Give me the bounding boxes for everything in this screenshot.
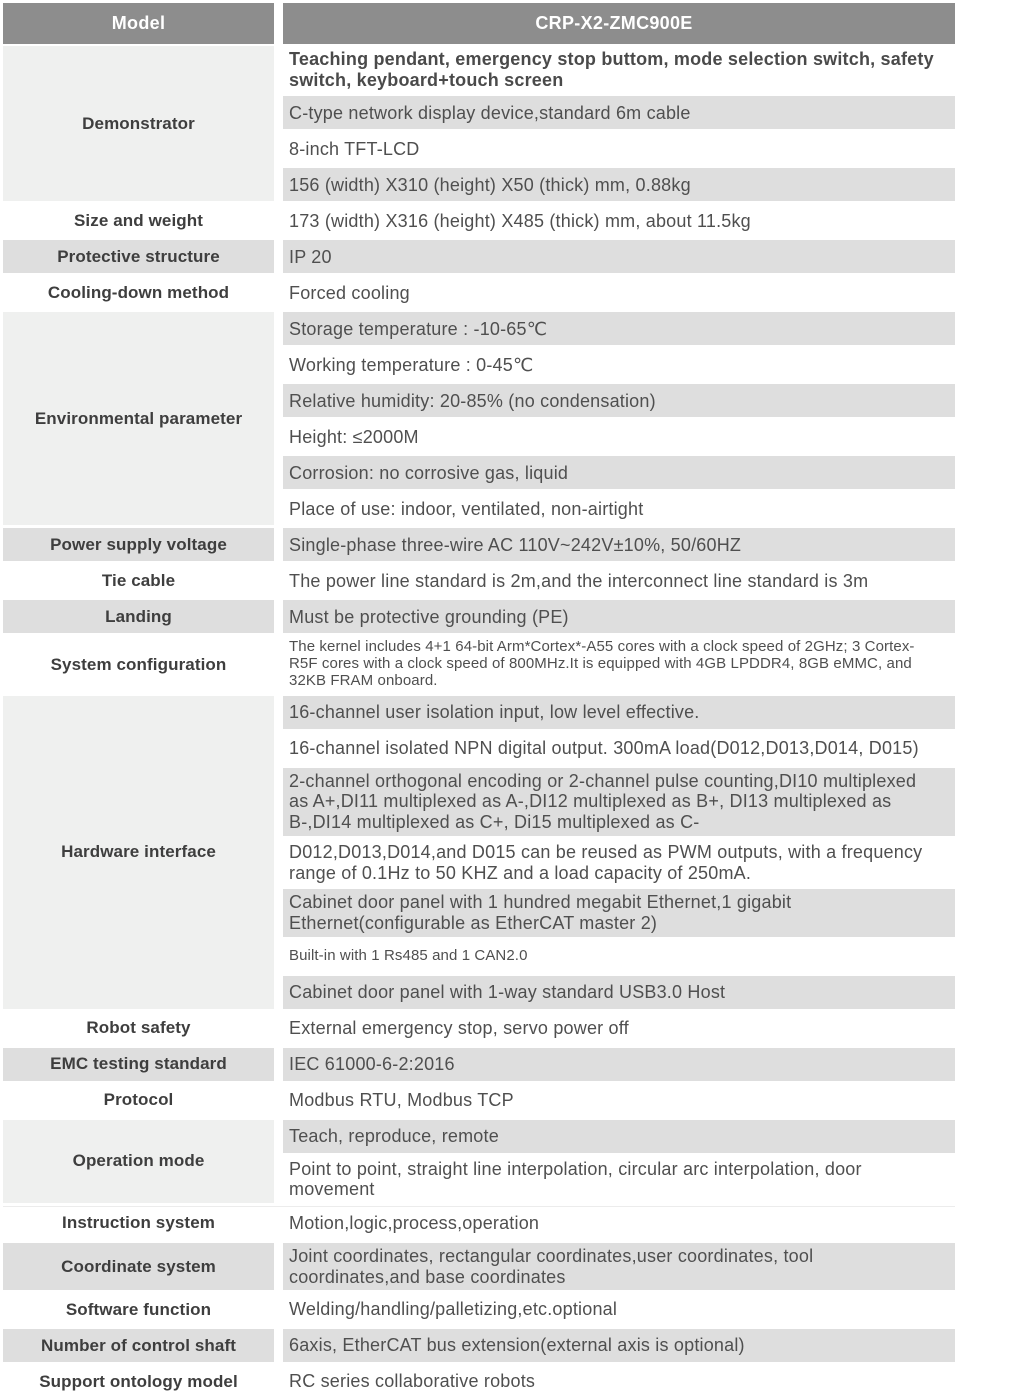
- spec-label: Protocol: [3, 1084, 274, 1117]
- spec-row: [283, 348, 955, 381]
- spec-row: [283, 276, 955, 309]
- spec-row: [283, 1365, 955, 1398]
- spec-label: Size and weight: [3, 204, 274, 237]
- spec-row: [283, 420, 955, 453]
- spec-row: [283, 768, 955, 836]
- spec-group: [3, 1084, 955, 1117]
- spec-row: [283, 1120, 955, 1153]
- spec-group: [3, 696, 955, 1009]
- spec-group: [3, 1012, 955, 1045]
- spec-row: [283, 204, 955, 237]
- spec-group: [3, 240, 955, 273]
- spec-value: 16-channel isolated NPN digital output. 300mA load(D012,D013,D014, D015): [289, 737, 919, 758]
- spec-label: System configuration: [3, 636, 274, 692]
- spec-value: Welding/handling/palletizing,etc.optional: [289, 1299, 618, 1320]
- spec-value: Working temperature : 0-45℃: [289, 354, 534, 375]
- table-header: [3, 3, 955, 44]
- spec-value: IEC 61000-6-2:2016: [289, 1053, 455, 1074]
- spec-group: [3, 1206, 955, 1240]
- spec-value: Cabinet door panel with 1 hundred megabit Ethernet,1 gigabit Ethernet(configurable as EtherCAT master 2): [289, 892, 792, 933]
- spec-row: [283, 600, 955, 633]
- spec-value: Storage temperature : -10-65℃: [289, 318, 548, 339]
- spec-row: [283, 889, 955, 936]
- spec-row: [283, 1156, 955, 1203]
- spec-group: [3, 1048, 955, 1081]
- spec-group: [3, 528, 955, 561]
- spec-label: Cooling-down method: [3, 276, 274, 309]
- spec-row: [283, 1084, 955, 1117]
- spec-value: 8-inch TFT-LCD: [289, 138, 420, 159]
- spec-label: EMC testing standard: [3, 1048, 274, 1081]
- spec-label: Support ontology model: [3, 1365, 274, 1398]
- spec-value: Cabinet door panel with 1-way standard USB3.0 Host: [289, 981, 726, 1002]
- spec-group: [3, 1120, 955, 1203]
- model-value-label: CRP-X2-ZMC900E: [535, 13, 693, 34]
- spec-row: [283, 132, 955, 165]
- spec-row: [283, 564, 955, 597]
- spec-group: [3, 1365, 955, 1398]
- spec-row: [283, 96, 955, 129]
- spec-group: [3, 564, 955, 597]
- spec-value: Forced cooling: [289, 282, 410, 303]
- spec-row: [283, 46, 955, 93]
- spec-value: Modbus RTU, Modbus TCP: [289, 1089, 514, 1110]
- spec-label: Number of control shaft: [3, 1329, 274, 1362]
- spec-label: Demonstrator: [3, 46, 274, 201]
- spec-value: Teach, reproduce, remote: [289, 1125, 499, 1146]
- spec-value: Motion,logic,process,operation: [289, 1213, 540, 1234]
- spec-label: Operation mode: [3, 1120, 274, 1203]
- model-header-cell: [3, 3, 274, 44]
- spec-value: D012,D013,D014,and D015 can be reused as PWM outputs, with a frequency range of 0.1Hz to 50 KHZ and a load capacity of 250mA.: [289, 841, 923, 883]
- spec-value: RC series collaborative robots: [289, 1371, 536, 1392]
- spec-row: [283, 1012, 955, 1045]
- spec-value: 6axis, EtherCAT bus extension(external axis is optional): [289, 1335, 745, 1356]
- spec-label: Tie cable: [3, 564, 274, 597]
- spec-value: Point to point, straight line interpolation, circular arc interpolation, door movement: [289, 1158, 862, 1200]
- spec-value: Single-phase three-wire AC 110V~242V±10%, 50/60HZ: [289, 534, 742, 555]
- spec-row: [283, 976, 955, 1009]
- spec-value: Must be protective grounding (PE): [289, 606, 569, 627]
- spec-label: Power supply voltage: [3, 528, 274, 561]
- spec-label: Coordinate system: [3, 1243, 274, 1290]
- spec-group: [3, 276, 955, 309]
- spec-row: [283, 456, 955, 489]
- spec-row: [283, 839, 955, 886]
- spec-row: [283, 1048, 955, 1081]
- model-header-label: Model: [111, 13, 166, 33]
- spec-row: [283, 1207, 955, 1240]
- spec-value: The power line standard is 2m,and the interconnect line standard is 3m: [289, 570, 869, 591]
- spec-row: [283, 940, 955, 973]
- spec-label: Environmental parameter: [3, 312, 274, 525]
- spec-label: Landing: [3, 600, 274, 633]
- spec-value: Joint coordinates, rectangular coordinates,user coordinates, tool coordinates,and base coordinates: [289, 1245, 814, 1287]
- spec-value: 2-channel orthogonal encoding or 2-channel pulse counting,DI10 multiplexed as A+,DI11 multiplexed as A-,DI12 multiplexed as B+, DI13 multiplexed as B-,DI14 multiplexed as C+, Di15 multiplexed as C-: [289, 770, 917, 833]
- spec-row: [283, 240, 955, 273]
- spec-label: Protective structure: [3, 240, 274, 273]
- spec-value: IP 20: [289, 246, 332, 267]
- spec-row: [283, 696, 955, 729]
- spec-value: Relative humidity: 20-85% (no condensation): [289, 390, 656, 411]
- spec-row: [283, 384, 955, 417]
- model-value-cell: [283, 3, 955, 44]
- spec-row: [283, 528, 955, 561]
- spec-row: [283, 492, 955, 525]
- spec-row: [283, 636, 955, 692]
- spec-value: 173 (width) X316 (height) X485 (thick) mm, about 11.5kg: [289, 210, 751, 231]
- spec-value: External emergency stop, servo power off: [289, 1017, 629, 1038]
- spec-value: Teaching pendant, emergency stop buttom, mode selection switch, safety switch, keyboard+touch screen: [289, 49, 934, 90]
- spec-group: [3, 46, 955, 201]
- spec-value: C-type network display device,standard 6m cable: [289, 102, 691, 123]
- spec-group: [3, 1243, 955, 1290]
- spec-groups: [3, 46, 955, 1398]
- spec-value: 16-channel user isolation input, low level effective.: [289, 701, 700, 722]
- spec-value: Height: ≤2000M: [289, 426, 419, 447]
- spec-row: [283, 732, 955, 765]
- spec-value: Corrosion: no corrosive gas, liquid: [289, 462, 569, 483]
- spec-group: [3, 636, 955, 692]
- spec-value: The kernel includes 4+1 64-bit Arm*Cortex*-A55 cores with a clock speed of 2GHz; 3 Cortex-R5F cores with a clock speed of 800MHz.It is equipped with 4GB LPDDR4, 8GB eMMC, and 32KB FRAM onboard.: [289, 638, 915, 689]
- spec-group: [3, 204, 955, 237]
- spec-row: [283, 1329, 955, 1362]
- spec-row: [283, 168, 955, 201]
- spec-value: 156 (width) X310 (height) X50 (thick) mm, 0.88kg: [289, 174, 691, 195]
- spec-label: Software function: [3, 1293, 274, 1326]
- page: [0, 3, 1032, 1392]
- spec-group: [3, 1293, 955, 1326]
- spec-value: Place of use: indoor, ventilated, non-airtight: [289, 498, 644, 519]
- spec-label: Instruction system: [3, 1207, 274, 1240]
- spec-row: [283, 1293, 955, 1326]
- spec-group: [3, 312, 955, 525]
- spec-group: [3, 1329, 955, 1362]
- spec-table: [3, 3, 955, 1398]
- spec-group: [3, 600, 955, 633]
- spec-row: [283, 312, 955, 345]
- spec-label: Robot safety: [3, 1012, 274, 1045]
- spec-row: [283, 1243, 955, 1290]
- spec-value: Built-in with 1 Rs485 and 1 CAN2.0: [289, 946, 528, 964]
- spec-label: Hardware interface: [3, 696, 274, 1009]
